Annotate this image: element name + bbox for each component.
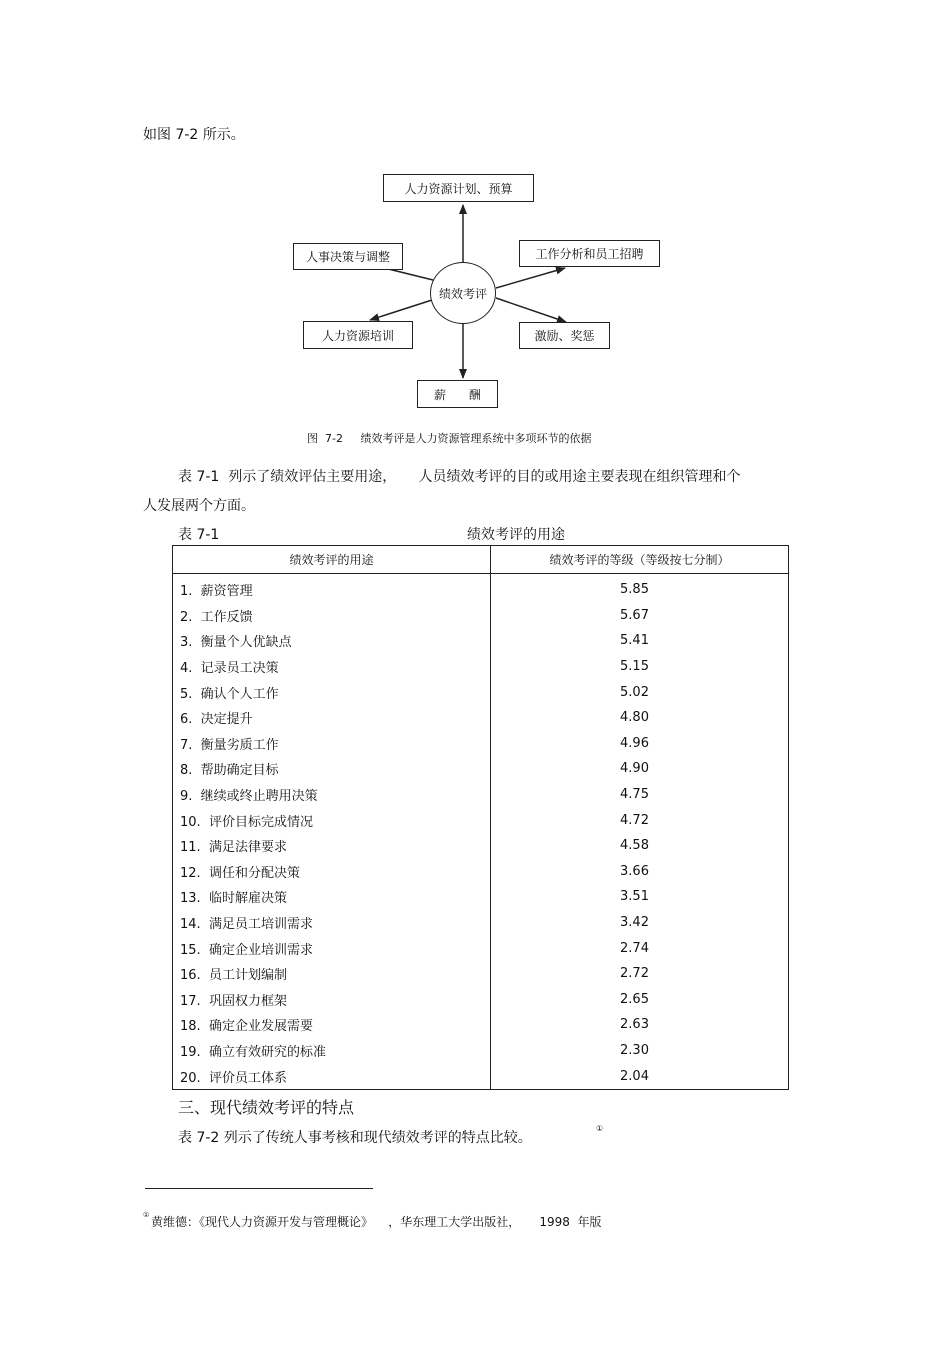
- table-header-row: [173, 546, 789, 574]
- table-row: [173, 756, 789, 782]
- table-row: [173, 705, 789, 731]
- use-cell: 8. 帮助确定目标: [173, 756, 491, 782]
- table-row: [173, 833, 789, 859]
- box-personnel-decisions: 人事决策与调整: [293, 243, 403, 270]
- footnote-text: 黄维德：《现代人力资源开发与管理概论》 ，华东理工大学出版社， 1998 年版: [151, 1215, 602, 1229]
- use-cell: 1. 薪资管理: [173, 574, 491, 603]
- table-row: [173, 859, 789, 885]
- use-cell: 14. 满足员工培训需求: [173, 910, 491, 936]
- rating-cell: 4.90: [491, 756, 789, 782]
- use-cell: 9. 继续或终止聘用决策: [173, 782, 491, 808]
- use-cell: 13. 临时解雇决策: [173, 884, 491, 910]
- rating-cell: 4.72: [491, 807, 789, 833]
- rating-cell: 5.85: [491, 574, 789, 603]
- rating-cell: 2.04: [491, 1063, 789, 1089]
- use-cell: 15. 确定企业培训需求: [173, 935, 491, 961]
- rating-cell: 2.63: [491, 1012, 789, 1038]
- box-hr-planning: 人力资源计划、预算: [383, 174, 534, 202]
- box-hr-training: 人力资源培训: [303, 321, 413, 349]
- arrow-to-right-upper: [496, 268, 565, 288]
- box-incentives: 激励、奖惩: [519, 322, 610, 349]
- use-cell: 2. 工作反馈: [173, 603, 491, 629]
- rating-cell: 2.72: [491, 961, 789, 987]
- section-heading: 三、现代绩效考评的特点: [178, 1098, 355, 1117]
- table-row: [173, 782, 789, 808]
- use-cell: 16. 员工计划编制: [173, 961, 491, 987]
- use-cell: 11. 满足法律要求: [173, 833, 491, 859]
- use-cell: 7. 衡量劣质工作: [173, 731, 491, 757]
- paragraph-line-1: 表 7-1 列示了绩效评估主要用途， 人员绩效考评的目的或用途主要表现在组织管理和个: [178, 469, 741, 485]
- table-row: [173, 910, 789, 936]
- table-row: [173, 1038, 789, 1064]
- table-row: [173, 961, 789, 987]
- table-body: [173, 574, 789, 1090]
- table-row: [173, 654, 789, 680]
- table-title: 绩效考评的用途: [467, 527, 565, 543]
- table-row: [173, 987, 789, 1013]
- figure-caption: 图 7-2 绩效考评是人力资源管理系统中多项环节的依据: [307, 432, 592, 445]
- table-number: 表 7-1: [178, 527, 220, 543]
- table-row: [173, 731, 789, 757]
- rating-cell: 4.80: [491, 705, 789, 731]
- footnote-reference: ①: [596, 1124, 604, 1133]
- paragraph-line-2: 人发展两个方面。: [143, 498, 255, 514]
- rating-cell: 2.30: [491, 1038, 789, 1064]
- performance-uses-table: [172, 545, 789, 1090]
- rating-cell: 5.67: [491, 603, 789, 629]
- table-row: [173, 603, 789, 629]
- table-row: [173, 884, 789, 910]
- use-cell: 6. 决定提升: [173, 705, 491, 731]
- table-row: [173, 935, 789, 961]
- figure-7-2-diagram: [0, 0, 950, 420]
- use-cell: 3. 衡量个人优缺点: [173, 628, 491, 654]
- section-text: 表 7-2 列示了传统人事考核和现代绩效考评的特点比较。: [178, 1130, 532, 1146]
- use-cell: 5. 确认个人工作: [173, 679, 491, 705]
- use-cell: 12. 调任和分配决策: [173, 859, 491, 885]
- footnote-marker: ①: [143, 1211, 150, 1219]
- header-rating: 绩效考评的等级（等级按七分制）: [491, 546, 789, 574]
- table-row: [173, 807, 789, 833]
- table-row: [173, 679, 789, 705]
- use-cell: 10. 评价目标完成情况: [173, 807, 491, 833]
- rating-cell: 3.66: [491, 859, 789, 885]
- rating-cell: 4.96: [491, 731, 789, 757]
- rating-cell: 5.41: [491, 628, 789, 654]
- use-cell: 20. 评价员工体系: [173, 1063, 491, 1089]
- arrow-to-right-lower: [496, 298, 566, 322]
- rating-cell: 5.02: [491, 679, 789, 705]
- rating-cell: 2.65: [491, 987, 789, 1013]
- table-row: [173, 574, 789, 603]
- use-cell: 17. 巩固权力框架: [173, 987, 491, 1013]
- center-performance-appraisal: 绩效考评: [430, 262, 496, 324]
- diagram-arrows: [0, 0, 950, 420]
- rating-cell: 3.51: [491, 884, 789, 910]
- footnote-separator: [145, 1188, 373, 1189]
- rating-cell: 5.15: [491, 654, 789, 680]
- use-cell: 4. 记录员工决策: [173, 654, 491, 680]
- box-compensation: 薪 酬: [417, 380, 498, 408]
- intro-text: 如图 7-2 所示。: [143, 127, 245, 143]
- rating-cell: 2.74: [491, 935, 789, 961]
- use-cell: 19. 确立有效研究的标准: [173, 1038, 491, 1064]
- use-cell: 18. 确定企业发展需要: [173, 1012, 491, 1038]
- table-row: [173, 1012, 789, 1038]
- rating-cell: 4.75: [491, 782, 789, 808]
- header-uses: 绩效考评的用途: [173, 546, 491, 574]
- arrow-to-left-lower: [370, 300, 432, 320]
- rating-cell: 3.42: [491, 910, 789, 936]
- box-job-analysis: 工作分析和员工招聘: [519, 240, 660, 267]
- rating-cell: 4.58: [491, 833, 789, 859]
- table-row: [173, 1063, 789, 1089]
- table-row: [173, 628, 789, 654]
